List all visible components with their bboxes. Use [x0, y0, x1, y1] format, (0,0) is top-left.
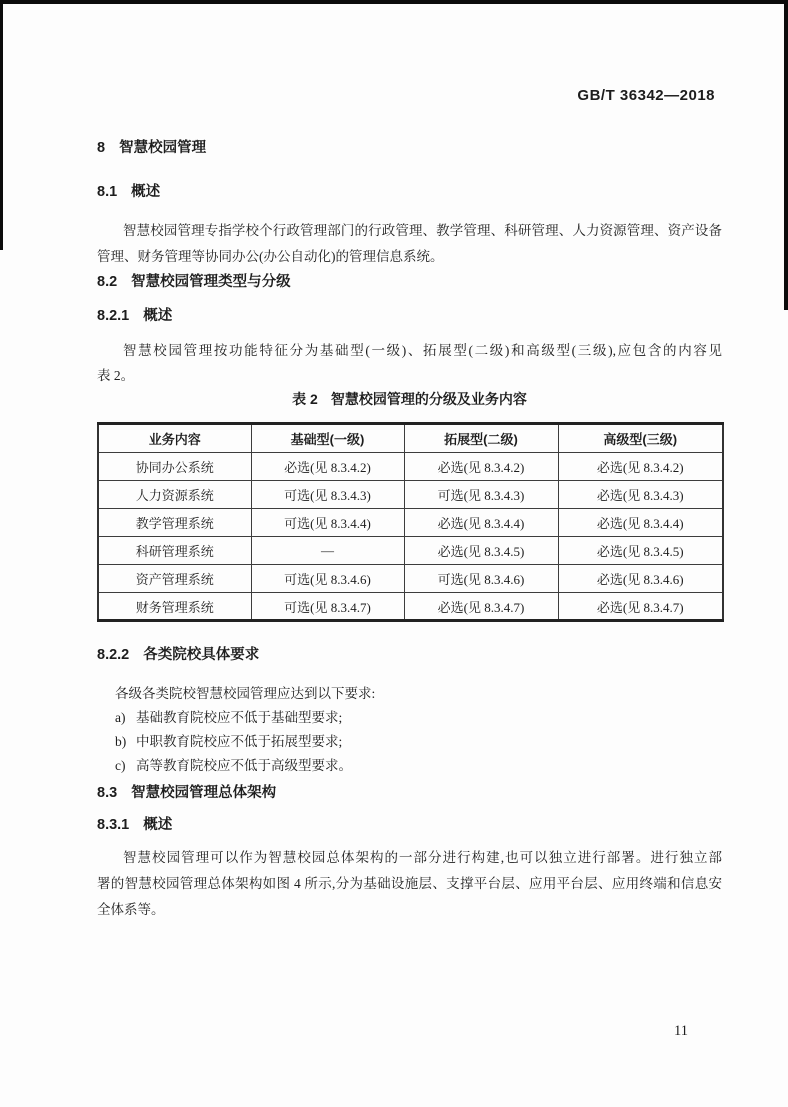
- paragraph-line: 管理、财务管理等协同办公(办公自动化)的管理信息系统。: [97, 249, 444, 264]
- scan-edge-top: [0, 0, 788, 4]
- table-cell: 协同办公系统: [98, 453, 251, 481]
- heading-8-1-number: 8.1: [97, 184, 118, 200]
- heading-8-2-1-number: 8.2.1: [97, 308, 130, 324]
- list-item: [115, 754, 722, 778]
- table-row: [98, 537, 723, 565]
- scan-edge-left: [0, 0, 3, 250]
- table-2: [97, 422, 724, 622]
- table-cell: 必选(见 8.3.4.5): [404, 537, 558, 565]
- table-cell: 必选(见 8.3.4.7): [558, 593, 723, 621]
- table-row: [98, 509, 723, 537]
- table-cell: 可选(见 8.3.4.3): [404, 481, 558, 509]
- column-header: 高级型(三级): [558, 424, 723, 453]
- list-item-text: 基础教育院校应不低于基础型要求;: [136, 710, 343, 725]
- heading-8: [97, 140, 722, 157]
- heading-8-number: 8: [97, 140, 106, 156]
- paragraph-line: 全体系等。: [97, 902, 165, 917]
- paragraph-line: 智慧校园管理可以作为智慧校园总体架构的一部分进行构建,也可以独立进行部署。进行独立部: [123, 850, 722, 865]
- table-2-caption-title: 智慧校园管理的分级及业务内容: [330, 391, 527, 407]
- paragraph-line: 智慧校园管理专指学校个行政管理部门的行政管理、教学管理、科研管理、人力资源管理、资产设备: [123, 223, 722, 238]
- table-cell: 可选(见 8.3.4.4): [251, 509, 404, 537]
- table-row: [98, 565, 723, 593]
- table-cell: 资产管理系统: [98, 565, 251, 593]
- heading-8-2-number: 8.2: [97, 274, 118, 290]
- heading-8-title: 智慧校园管理: [119, 140, 207, 156]
- column-header: 拓展型(二级): [404, 424, 558, 453]
- requirements-intro: 各级各类院校智慧校园管理应达到以下要求:: [115, 686, 376, 701]
- list-item: [115, 730, 722, 754]
- table-cell: 必选(见 8.3.4.2): [558, 453, 723, 481]
- list-item-label: a): [115, 710, 126, 725]
- table-cell: 必选(见 8.3.4.2): [404, 453, 558, 481]
- paragraph-8-3-1: [97, 845, 722, 923]
- heading-8-2-1: [97, 308, 722, 325]
- table-cell: 可选(见 8.3.4.6): [251, 565, 404, 593]
- heading-8-3-1: [97, 817, 722, 834]
- paragraph-line: 署的智慧校园管理总体架构如图 4 所示,分为基础设施层、支撑平台层、应用平台层、应用终端和信息安: [97, 876, 722, 891]
- table-cell: 必选(见 8.3.4.4): [404, 509, 558, 537]
- table-header-row: [98, 424, 723, 453]
- table-row: [98, 481, 723, 509]
- table-cell: 必选(见 8.3.4.7): [404, 593, 558, 621]
- table-cell: 人力资源系统: [98, 481, 251, 509]
- heading-8-2: [97, 274, 722, 291]
- heading-8-2-title: 智慧校园管理类型与分级: [131, 274, 291, 290]
- heading-8-2-2: [97, 647, 722, 664]
- page-number: 11: [674, 1023, 688, 1039]
- table-2-caption-label: 表 2: [292, 391, 318, 407]
- scan-edge-right: [784, 0, 788, 310]
- heading-8-3: [97, 785, 722, 802]
- table-cell: —: [251, 537, 404, 565]
- column-header: 基础型(一级): [251, 424, 404, 453]
- table-2-caption: [97, 391, 722, 408]
- paragraph-8-1: [97, 218, 722, 270]
- table-cell: 必选(见 8.3.4.2): [251, 453, 404, 481]
- heading-8-2-2-number: 8.2.2: [97, 647, 130, 663]
- list-item-label: c): [115, 758, 126, 773]
- table-cell: 科研管理系统: [98, 537, 251, 565]
- table-cell: 财务管理系统: [98, 593, 251, 621]
- list-item-label: b): [115, 734, 127, 749]
- heading-8-1: [97, 184, 722, 201]
- table-row: [98, 453, 723, 481]
- paragraph-line: 智慧校园管理按功能特征分为基础型(一级)、拓展型(二级)和高级型(三级),应包含的内容见: [123, 343, 722, 358]
- table-cell: 可选(见 8.3.4.3): [251, 481, 404, 509]
- heading-8-3-1-number: 8.3.1: [97, 817, 130, 833]
- table-cell: 可选(见 8.3.4.6): [404, 565, 558, 593]
- heading-8-2-1-title: 概述: [143, 308, 173, 324]
- column-header: 业务内容: [98, 424, 251, 453]
- paragraph-8-2-1: [97, 338, 722, 388]
- table-cell: 教学管理系统: [98, 509, 251, 537]
- table-cell: 必选(见 8.3.4.5): [558, 537, 723, 565]
- requirements-list: [97, 682, 722, 778]
- heading-8-3-title: 智慧校园管理总体架构: [131, 785, 277, 801]
- list-item-text: 高等教育院校应不低于高级型要求。: [136, 758, 352, 773]
- heading-8-3-number: 8.3: [97, 785, 118, 801]
- table-cell: 必选(见 8.3.4.6): [558, 565, 723, 593]
- list-item: [115, 706, 722, 730]
- heading-8-1-title: 概述: [131, 184, 161, 200]
- heading-8-2-2-title: 各类院校具体要求: [143, 647, 260, 663]
- table-cell: 必选(见 8.3.4.3): [558, 481, 723, 509]
- paragraph-line: 表 2。: [97, 368, 135, 383]
- table-cell: 必选(见 8.3.4.4): [558, 509, 723, 537]
- heading-8-3-1-title: 概述: [143, 817, 173, 833]
- standard-number: GB/T 36342—2018: [577, 87, 715, 104]
- list-item-text: 中职教育院校应不低于拓展型要求;: [136, 734, 343, 749]
- table-cell: 可选(见 8.3.4.7): [251, 593, 404, 621]
- table-row: [98, 593, 723, 621]
